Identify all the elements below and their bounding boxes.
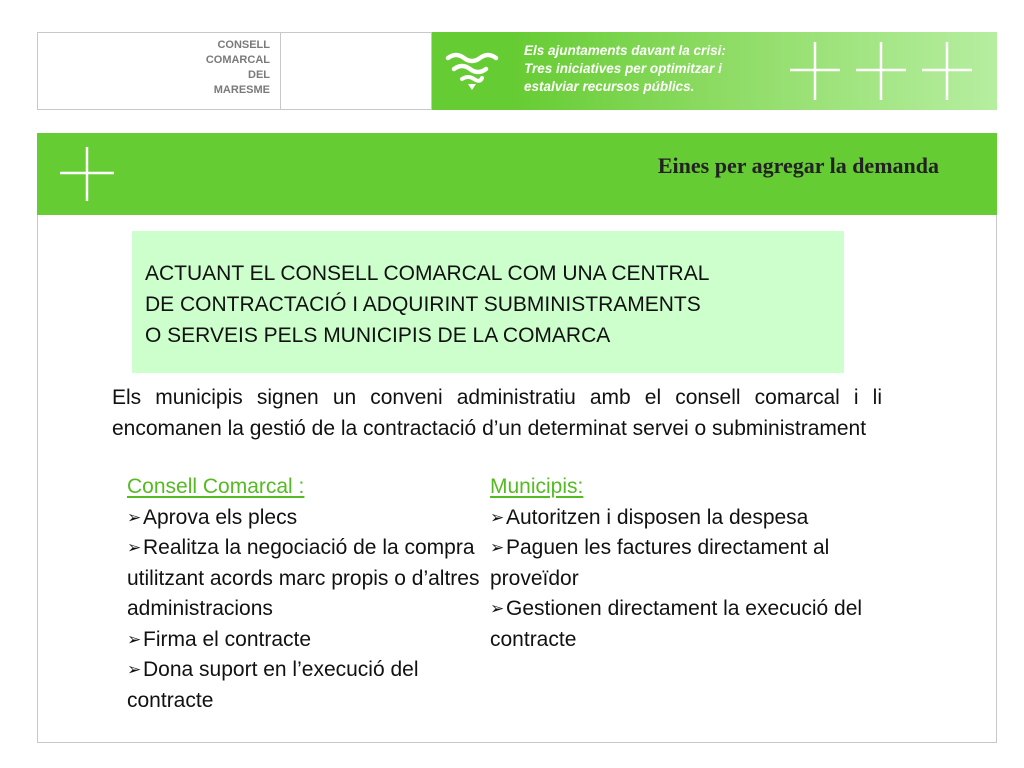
title-bar xyxy=(37,133,997,215)
banner-line: estalviar recursos públics. xyxy=(524,79,695,94)
intro-paragraph: Els municipis signen un conveni administratiu amb el consell comarcal i li encomanen la gestió de la contractació d’un determinat servei o subministrament xyxy=(112,386,882,440)
list-item-text: Realitza la negociació de la compra utilitzant acords marc propis o d’altres administracions xyxy=(127,536,480,620)
list-item xyxy=(490,594,920,655)
header-banner xyxy=(512,32,997,110)
callout-line: ACTUANT EL CONSELL COMARCAL COM UNA CENTRAL xyxy=(145,262,710,285)
logo-line: MARESME xyxy=(213,84,270,96)
arrow-bullet-icon: ➢ xyxy=(127,538,142,557)
consell-column xyxy=(127,472,492,716)
list-item xyxy=(127,503,492,534)
arrow-bullet-icon: ➢ xyxy=(490,507,505,527)
list-item-text: Dona suport en l’execució del contracte xyxy=(127,658,419,712)
list-item-text: Paguen les factures directament al proveïdor xyxy=(490,536,830,590)
cross-icon xyxy=(922,42,972,100)
emblem-block xyxy=(432,32,512,110)
decorative-crosses xyxy=(784,38,984,104)
banner-text xyxy=(524,42,794,96)
list-item-text: Firma el contracte xyxy=(143,627,312,651)
list-item xyxy=(127,533,492,625)
header-spacer xyxy=(281,32,432,110)
list-item-text: Aprova els plecs xyxy=(143,505,298,529)
column-heading: Consell Comarcal : xyxy=(127,475,305,498)
organization-logo xyxy=(206,38,270,98)
logo-box xyxy=(37,32,281,110)
banner-line: Els ajuntaments davant la crisi: xyxy=(524,43,726,58)
arrow-bullet-icon: ➢ xyxy=(490,599,505,618)
logo-line: DEL xyxy=(248,69,270,81)
list-item xyxy=(490,503,920,534)
arrow-bullet-icon: ➢ xyxy=(127,629,142,649)
list-item xyxy=(127,655,492,716)
banner-line: Tres iniciatives per optimitzar i xyxy=(524,61,722,76)
callout-box xyxy=(132,231,844,373)
arrow-bullet-icon: ➢ xyxy=(127,507,142,527)
column-heading: Municipis: xyxy=(490,475,584,498)
logo-line: CONSELL xyxy=(217,39,270,51)
waves-emblem-icon xyxy=(444,48,500,94)
cross-icon xyxy=(790,42,840,100)
callout-line: O SERVEIS PELS MUNICIPIS DE LA COMARCA xyxy=(145,324,611,347)
list-item xyxy=(127,625,492,656)
arrow-bullet-icon: ➢ xyxy=(127,660,142,679)
municipis-column xyxy=(490,472,920,655)
list-item xyxy=(490,533,920,594)
cross-icon xyxy=(856,42,906,100)
callout-line: DE CONTRACTACIÓ I ADQUIRINT SUBMINISTRAMENTS xyxy=(145,293,701,316)
list-item-text: Gestionen directament la execució del contracte xyxy=(490,597,863,651)
arrow-bullet-icon: ➢ xyxy=(490,538,505,557)
list-item-text: Autoritzen i disposen la despesa xyxy=(506,505,809,529)
logo-line: COMARCAL xyxy=(205,54,270,66)
slide-title: Eines per agregar la demanda xyxy=(657,153,939,178)
plus-icon xyxy=(58,145,116,203)
